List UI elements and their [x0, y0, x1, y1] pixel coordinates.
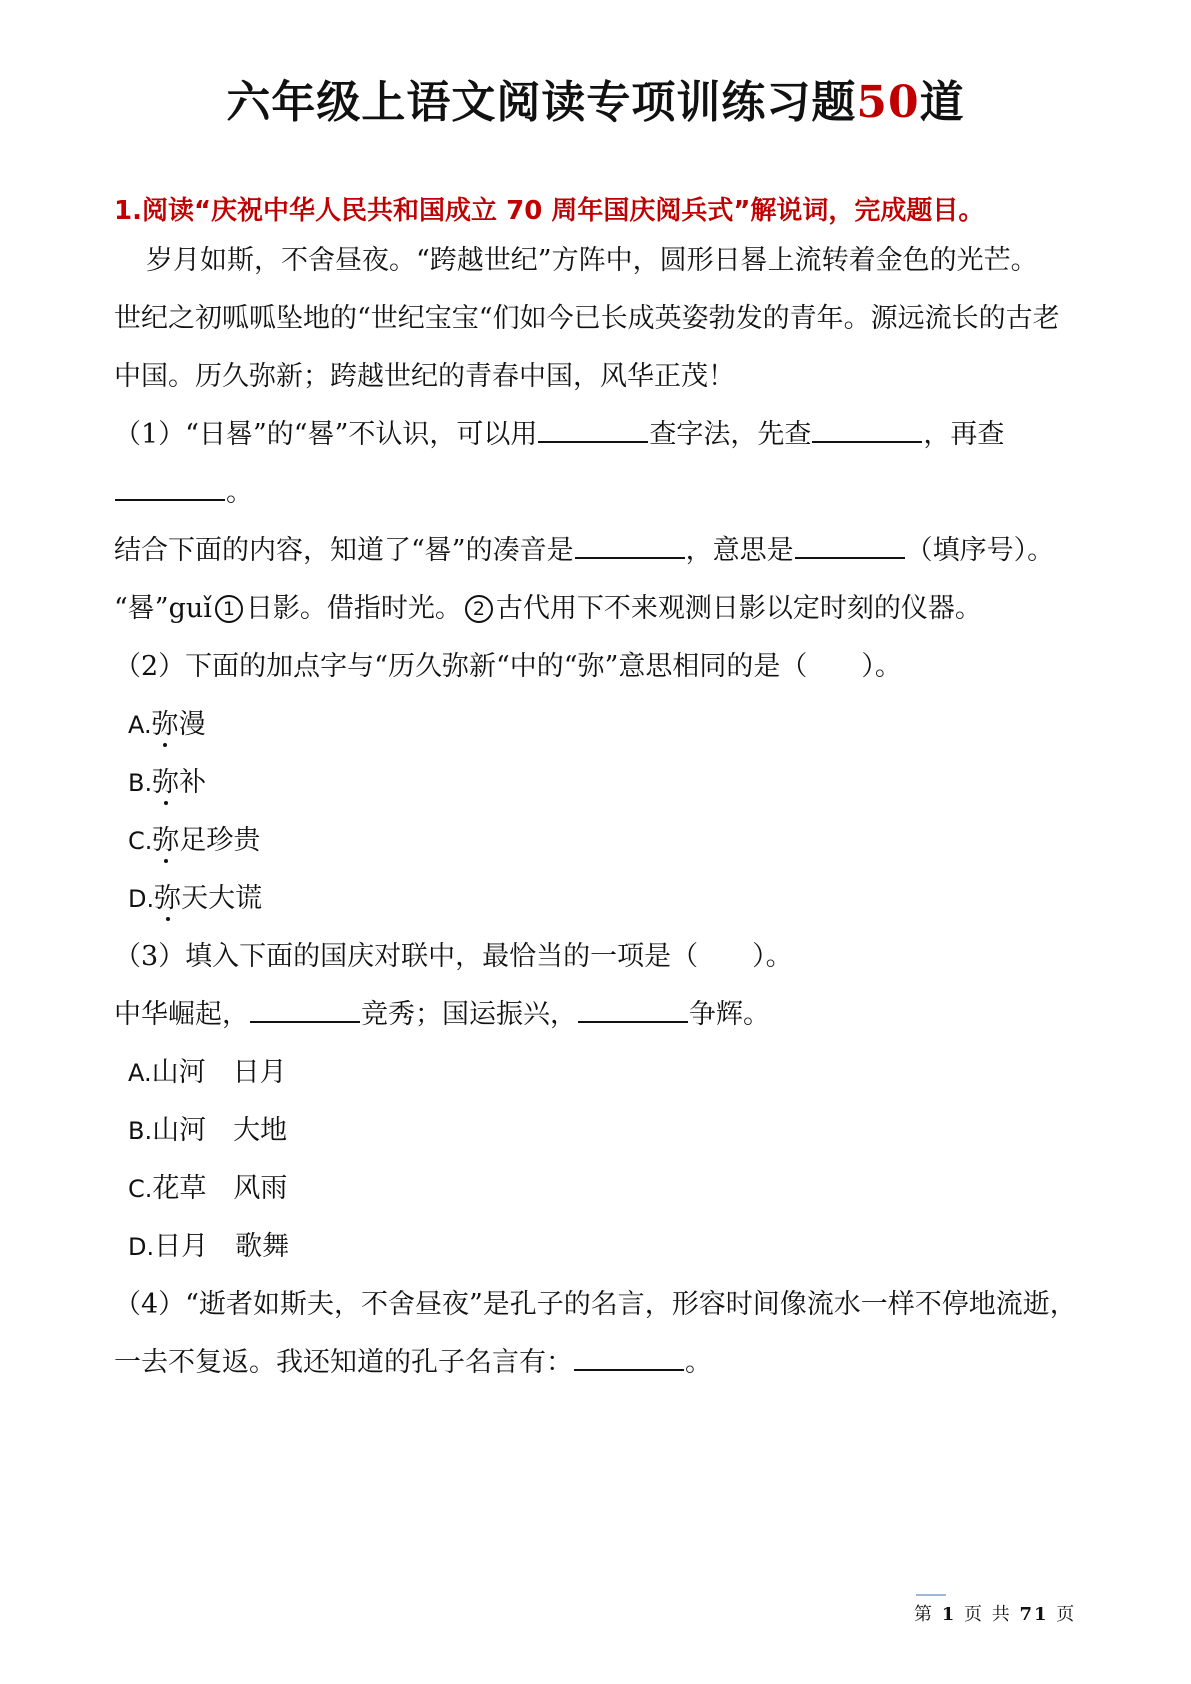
q1-text-a: （1）“日晷”的“晷”不认识，可以用 — [114, 419, 538, 450]
title-main: 六年级上语文阅读专项训练习题 — [226, 77, 857, 128]
couplet-text-a: 中华崛起， — [114, 999, 249, 1030]
definition-2: 古代用下不来观测日影以定时刻的仪器。 — [495, 593, 982, 624]
q4-text: 一去不复返。我还知道的孔子名言有： — [114, 1347, 573, 1378]
q2-option-c[interactable] — [128, 818, 260, 857]
option-letter: C. — [128, 827, 153, 855]
dotted-char: 弥 — [152, 767, 180, 798]
passage-line-3: 中国。历久弥新；跨越世纪的青春中国，风华正茂！ — [114, 361, 735, 392]
total-pages: 71 — [1019, 1604, 1049, 1625]
couplet-text-c: 争辉。 — [689, 999, 770, 1030]
option-text: 日月 歌舞 — [154, 1231, 290, 1262]
option-letter: A. — [128, 1059, 152, 1087]
page-number-footer — [914, 1600, 1076, 1626]
q1-text-d: 结合下面的内容，知道了“晷”的凑音是 — [114, 535, 574, 566]
option-text: 山河 日月 — [151, 1057, 287, 1088]
q3-option-a[interactable] — [128, 1050, 287, 1089]
passage-line-2: 世纪之初呱呱坠地的“世纪宝宝“们如今已长成英姿勃发的青年。源远流长的古老 — [114, 303, 1060, 334]
q4-line-1: （4）“逝者如斯夫，不舍昼夜”是孔子的名言，形容时间像流水一样不停地流逝， — [114, 1289, 1077, 1320]
option-letter: D. — [128, 1233, 155, 1261]
q1-line-2 — [114, 470, 253, 509]
q2-option-b[interactable] — [128, 760, 206, 799]
q1-text-c: ，再查 — [923, 419, 1005, 450]
answer-blank[interactable] — [575, 533, 685, 559]
q3-option-d[interactable] — [128, 1224, 289, 1263]
dotted-char: 弥 — [151, 709, 179, 740]
q4-period: 。 — [685, 1347, 712, 1378]
option-text: 漫 — [178, 709, 206, 740]
option-letter: C. — [128, 1175, 153, 1203]
q4-line-2 — [114, 1340, 712, 1379]
definition-1: 日影。借指时光。 — [245, 593, 462, 624]
question-header: 1.阅读“庆祝中华人民共和国成立 70 周年国庆阅兵式”解说词，完成题目。 — [114, 196, 985, 226]
dotted-char: 弥 — [152, 825, 180, 856]
footer-suffix: 页 — [1056, 1604, 1077, 1625]
q1-definition-line — [114, 586, 982, 625]
option-text: 天大谎 — [181, 883, 263, 914]
option-text: 补 — [179, 767, 207, 798]
q1-period: 。 — [226, 477, 253, 508]
option-letter: B. — [128, 1117, 153, 1145]
footer-mid: 页 共 — [964, 1604, 1012, 1625]
q3-stem: （3）填入下面的国庆对联中，最恰当的一项是（ ）。 — [114, 941, 793, 972]
q3-option-c[interactable] — [128, 1166, 287, 1205]
dotted-char: 弥 — [154, 883, 182, 914]
option-text: 足珍贵 — [179, 825, 261, 856]
q1-line-3 — [114, 528, 1054, 567]
circled-number-1: 1 — [215, 595, 243, 623]
q2-stem: （2）下面的加点字与“历久弥新“中的“弥”意思相同的是（ ）。 — [114, 651, 902, 682]
answer-blank[interactable] — [574, 1345, 684, 1371]
answer-blank[interactable] — [538, 417, 648, 443]
q2-option-d[interactable] — [128, 876, 262, 915]
q1-text-e: ，意思是 — [685, 535, 794, 566]
q1-line-1 — [114, 412, 1004, 451]
option-text: 花草 风雨 — [152, 1173, 288, 1204]
q2-option-a[interactable] — [128, 702, 206, 741]
q3-option-b[interactable] — [128, 1108, 287, 1147]
title-tail: 道 — [919, 77, 965, 128]
option-letter: A. — [128, 711, 152, 739]
answer-blank[interactable] — [578, 997, 688, 1023]
option-letter: B. — [128, 769, 153, 797]
q1-text-f: （填序号）。 — [905, 535, 1055, 566]
couplet-text-b: 竞秀；国运振兴， — [361, 999, 577, 1030]
q3-couplet — [114, 992, 770, 1031]
option-letter: D. — [128, 885, 155, 913]
title-highlight-number: 50 — [856, 77, 920, 128]
current-page: 1 — [941, 1604, 957, 1625]
answer-blank[interactable] — [250, 997, 360, 1023]
page-title — [0, 66, 1191, 130]
passage-line-1: 岁月如斯，不舍昼夜。“跨越世纪”方阵中，圆形日晷上流转着金色的光芒。 — [146, 245, 1038, 276]
footer-divider — [916, 1594, 946, 1596]
option-text: 山河 大地 — [152, 1115, 288, 1146]
answer-blank[interactable] — [812, 417, 922, 443]
q1-text-b: 查字法，先查 — [649, 419, 812, 450]
footer-prefix: 第 — [914, 1604, 934, 1625]
answer-blank[interactable] — [795, 533, 905, 559]
circled-number-2: 2 — [465, 595, 493, 623]
answer-blank[interactable] — [115, 475, 225, 501]
definition-prefix: “晷”guǐ — [114, 593, 212, 624]
